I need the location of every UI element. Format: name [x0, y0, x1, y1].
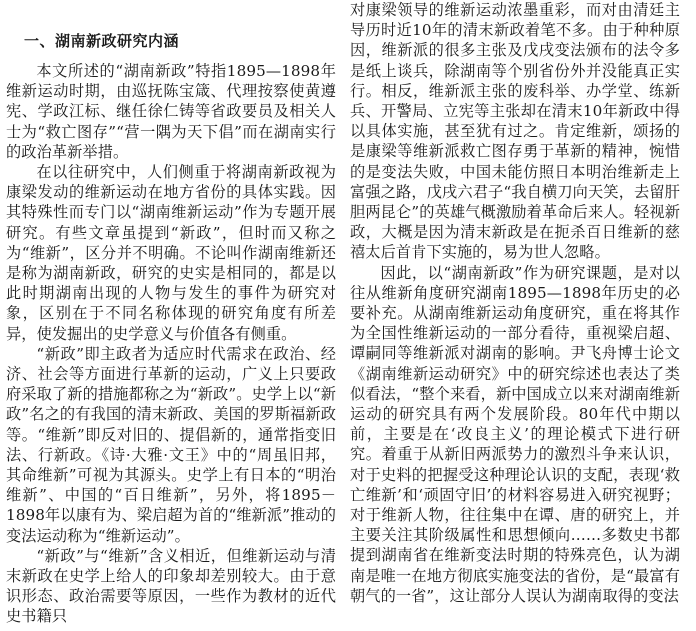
right-column	[350, 0, 680, 621]
paragraph-previous-research: 在以往研究中，人们侧重于将湖南新政视为康梁发动的维新运动在地方省份的具体实践。因其特殊性而专门以“湖南维新运动”作为专题开展研究。有些文章虽提到“新政”，但时而又称之为“维新”，区分并不明确。不论叫作湖南维新还是称为湖南新政，研究的史实是相同的，都是以此时期湖南出现的人物与发生的事件为研究对象，区别在于不同名称体现的研究角度有所差异，使发掘出的史学意义与价值各有侧重。	[6, 163, 336, 343]
paragraph-xinzheng-meaning: “新政”即主政者为适应时代需求在政治、经济、社会等方面进行革新的运动，广义上只要政府采取了新的措施都称之为“新政”。史学上以“新政”名之的有我国的清末新政、美国的罗斯福新政等。“维新”即反对旧的、提倡新的，通常指变旧法、行新政。《诗·大雅·文王》中的“周虽旧邦，其命维新”可视为其源头。史学上有日本的“明治维新”、中国的“百日维新”，另外，将1895－1898年以康有为、梁启超为首的“维新派”推动的变法运动称为“维新运动”。	[6, 344, 336, 545]
paragraph-definition: 本文所述的“湖南新政”特指1895—1898年维新运动时期，由巡抚陈宝箴、代理按察使黄遵宪、学政江标、继任徐仁铸等省政要员及相关人士为“救亡图存”“营一隅为天下倡”而在湖南实行的政治革新举措。	[6, 62, 336, 161]
paragraph-research-value: 因此，以“湖南新政”作为研究课题，是对以往从维新角度研究湖南1895—1898年历史的必要补充。从湖南维新运动角度研究，重在将其作为全国性维新运动的一部分看待，重视梁启超、谭嗣同等维新派对湖南的影响。尹飞舟博士论文《湖南维新运动研究》中的研究综述也表达了类似看法，“整个来看，新中国成立以来对湖南维新运动的研究具有两个发展阶段。80年代中期以前，主要是在‘改良主义’的理论模式下进行研究。着重于从新旧两派势力的激烈斗争来认识，对于史料的把握受这种理论认识的支配，表现‘救亡维新’和‘顽固守旧’的材料容易进入研究视野；对于维新人物，往往集中在谭、唐的研究上，并主要关注其阶级属性和思想倾向……多数史书都提到湖南省在维新变法时期的特殊亮色，认为湖南是唯一在地方彻底实施变法的省份，是“最富有朝气的一省”，这让部分人误认为湖南取得的变法	[350, 263, 680, 605]
paragraph-comparison-continued: 对康梁领导的维新运动浓墨重彩，而对由清廷主导历时近10年的清末新政着笔不多。由于种种原因，维新派的很多主张及戊戌变法颁布的法令多是纸上谈兵，除湖南等个别省份外并没能真正实行。相反，维新派主张的废科举、办学堂、练新兵、开警局、立宪等主张却在清末10年新政中得以具体实施，甚至犹有过之。肯定维新，颂扬的是康梁等维新派救亡图存勇于革新的精神，惋惜的是变法失败，中国未能仿照日本明治维新走上富强之路，戊戌六君子“我自横刀向天笑，去留肝胆两昆仑”的英雄气概激励着革命后来人。轻视新政，大概是因为清末新政是在扼杀百日维新的慈禧太后首肯下实施的，易为世人忽略。	[350, 1, 680, 262]
paragraph-comparison: “新政”与“维新”含义相近，但维新运动与清末新政在史学上给人的印象却差别较大。由于意识形态、政治需要等原因，一些作为教材的近代史书籍只	[6, 546, 336, 626]
section-title: 一、湖南新政研究内涵	[24, 32, 180, 50]
left-column	[6, 10, 336, 631]
